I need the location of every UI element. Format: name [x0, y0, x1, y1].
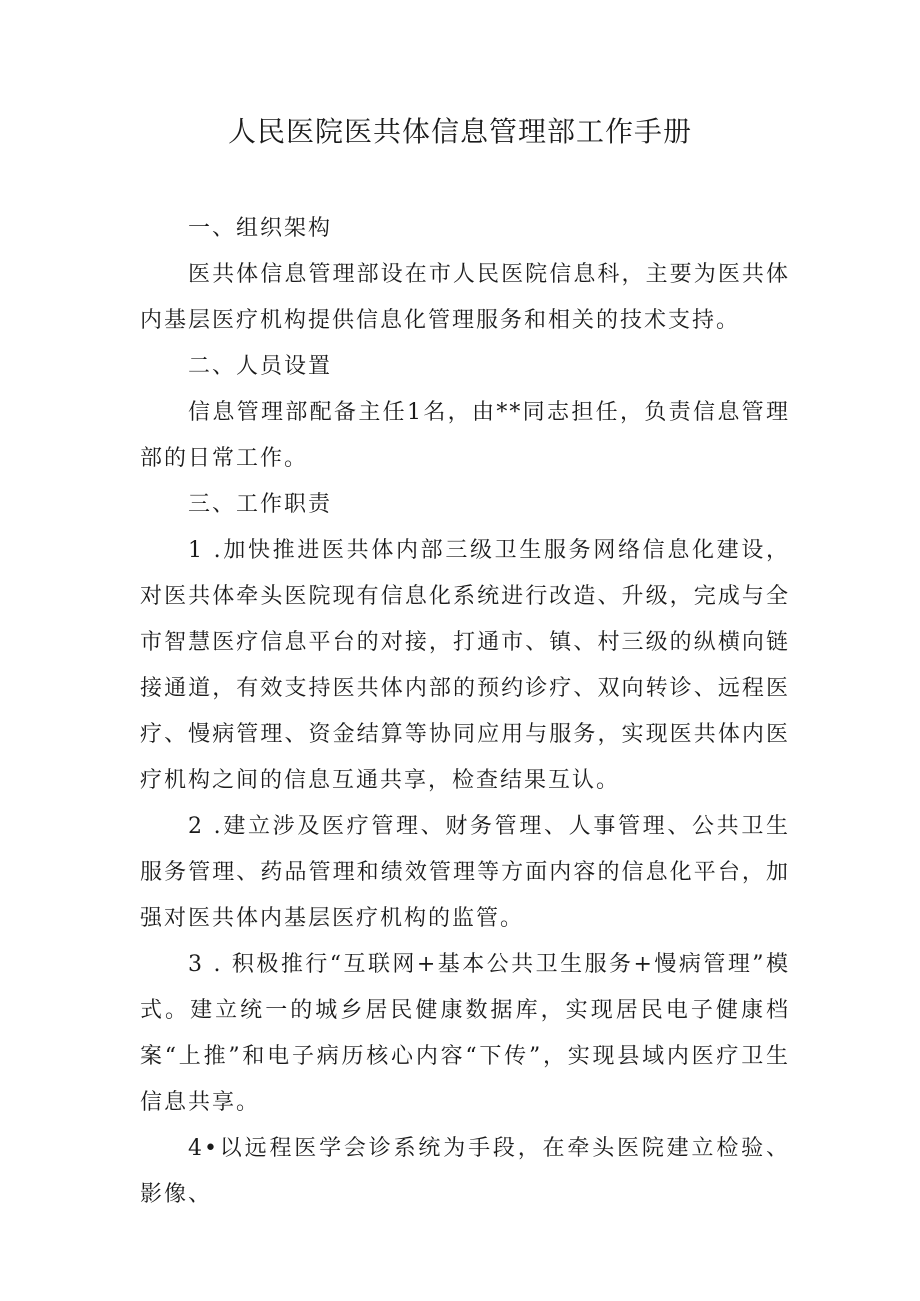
document-body: [140, 206, 790, 1218]
section-heading-organization: 一、组织架构: [188, 216, 333, 241]
paragraph-duty-4: 4•以远程医学会诊系统为手段，在牵头医院建立检验、影像、: [140, 1136, 790, 1207]
document-title: 人民医院医共体信息管理部工作手册: [227, 115, 692, 148]
section-heading-staffing: 二、人员设置: [188, 354, 333, 379]
paragraph-organization: 医共体信息管理部设在市人民医院信息科，主要为医共体内基层医疗机构提供信息化管理服务和相关的技术支持。: [140, 262, 790, 333]
paragraph-duty-2: 2 .建立涉及医疗管理、财务管理、人事管理、公共卫生服务管理、药品管理和绩效管理等方面内容的信息化平台，加强对医共体内基层医疗机构的监管。: [140, 814, 790, 931]
paragraph-duty-1: 1 .加快推进医共体内部三级卫生服务网络信息化建设，对医共体牵头医院现有信息化系统进行改造、升级，完成与全市智慧医疗信息平台的对接，打通市、镇、村三级的纵横向链接通道，有效支持医共体内部的预约诊疗、双向转诊、远程医疗、慢病管理、资金结算等协同应用与服务，实现医共体内医疗机构之间的信息互通共享，检查结果互认。: [140, 538, 790, 793]
section-heading-duties: 三、工作职责: [188, 492, 333, 517]
paragraph-staffing: 信息管理部配备主任1名，由**同志担任，负责信息管理部的日常工作。: [140, 400, 790, 471]
paragraph-duty-3: 3 . 积极推行“互联网+基本公共卫生服务+慢病管理”模式。建立统一的城乡居民健康数据库，实现居民电子健康档案“上推”和电子病历核心内容“下传”，实现县域内医疗卫生信息共享。: [140, 952, 790, 1115]
